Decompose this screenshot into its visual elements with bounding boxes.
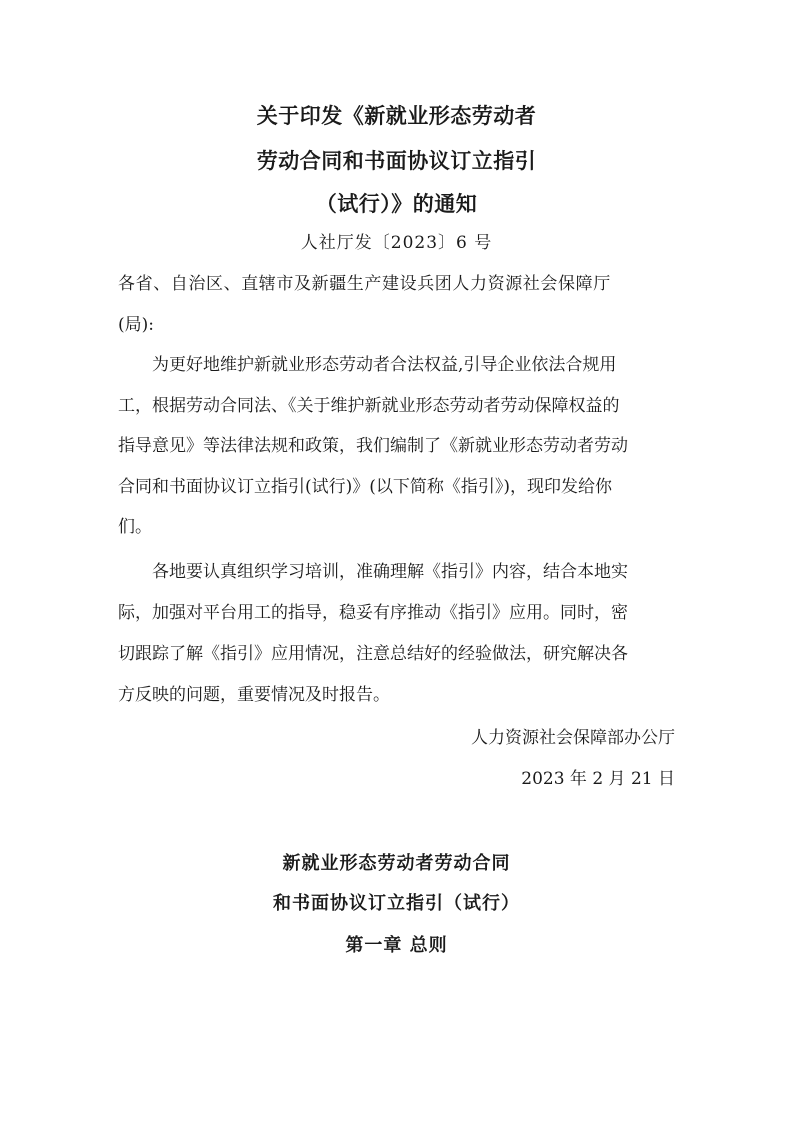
paragraph-1-line-1: 为更好地维护新就业形态劳动者合法权益,引导企业依法合规用 — [152, 355, 617, 375]
paragraph-1-line-5: 们。 — [118, 517, 152, 537]
addressee-line-2: (局): — [118, 315, 154, 335]
guide-title-line-2: 和书面协议订立指引（试行） — [273, 893, 520, 914]
guide-title-line-1: 新就业形态劳动者劳动合同 — [282, 853, 511, 874]
paragraph-2-line-3: 切跟踪了解《指引》应用情况，注意总结好的经验做法，研究解决各 — [118, 644, 628, 664]
document-number: 人社厅发〔2023〕6 号 — [300, 233, 493, 253]
paragraph-1-line-4: 合同和书面协议订立指引(试行)》(以下简称《指引》)，现印发给你 — [118, 477, 613, 497]
notice-title-line-1: 关于印发《新就业形态劳动者 — [256, 104, 537, 128]
issuer-signature: 人力资源社会保障部办公厅 — [471, 728, 675, 748]
paragraph-1-line-2: 工，根据劳动合同法、《关于维护新就业形态劳动者劳动保障权益的 — [118, 396, 620, 416]
paragraph-2-line-2: 际，加强对平台用工的指导，稳妥有序推动《指引》应用。同时，密 — [118, 603, 628, 623]
notice-title-line-2: 劳动合同和书面协议订立指引 — [256, 149, 537, 173]
paragraph-1-line-3: 指导意见》等法律法规和政策，我们编制了《新就业形态劳动者劳动 — [118, 436, 628, 456]
addressee-line-1: 各省、自治区、直辖市及新疆生产建设兵团人力资源社会保障厅 — [118, 274, 611, 294]
notice-title-line-3: （试行）》的通知 — [315, 192, 478, 216]
paragraph-2-line-1: 各地要认真组织学习培训，准确理解《指引》内容，结合本地实 — [152, 562, 628, 582]
paragraph-2-line-4: 方反映的问题，重要情况及时报告。 — [118, 685, 390, 705]
chapter-heading: 第一章 总则 — [345, 935, 448, 956]
issue-date: 2023 年 2 月 21 日 — [521, 769, 675, 789]
